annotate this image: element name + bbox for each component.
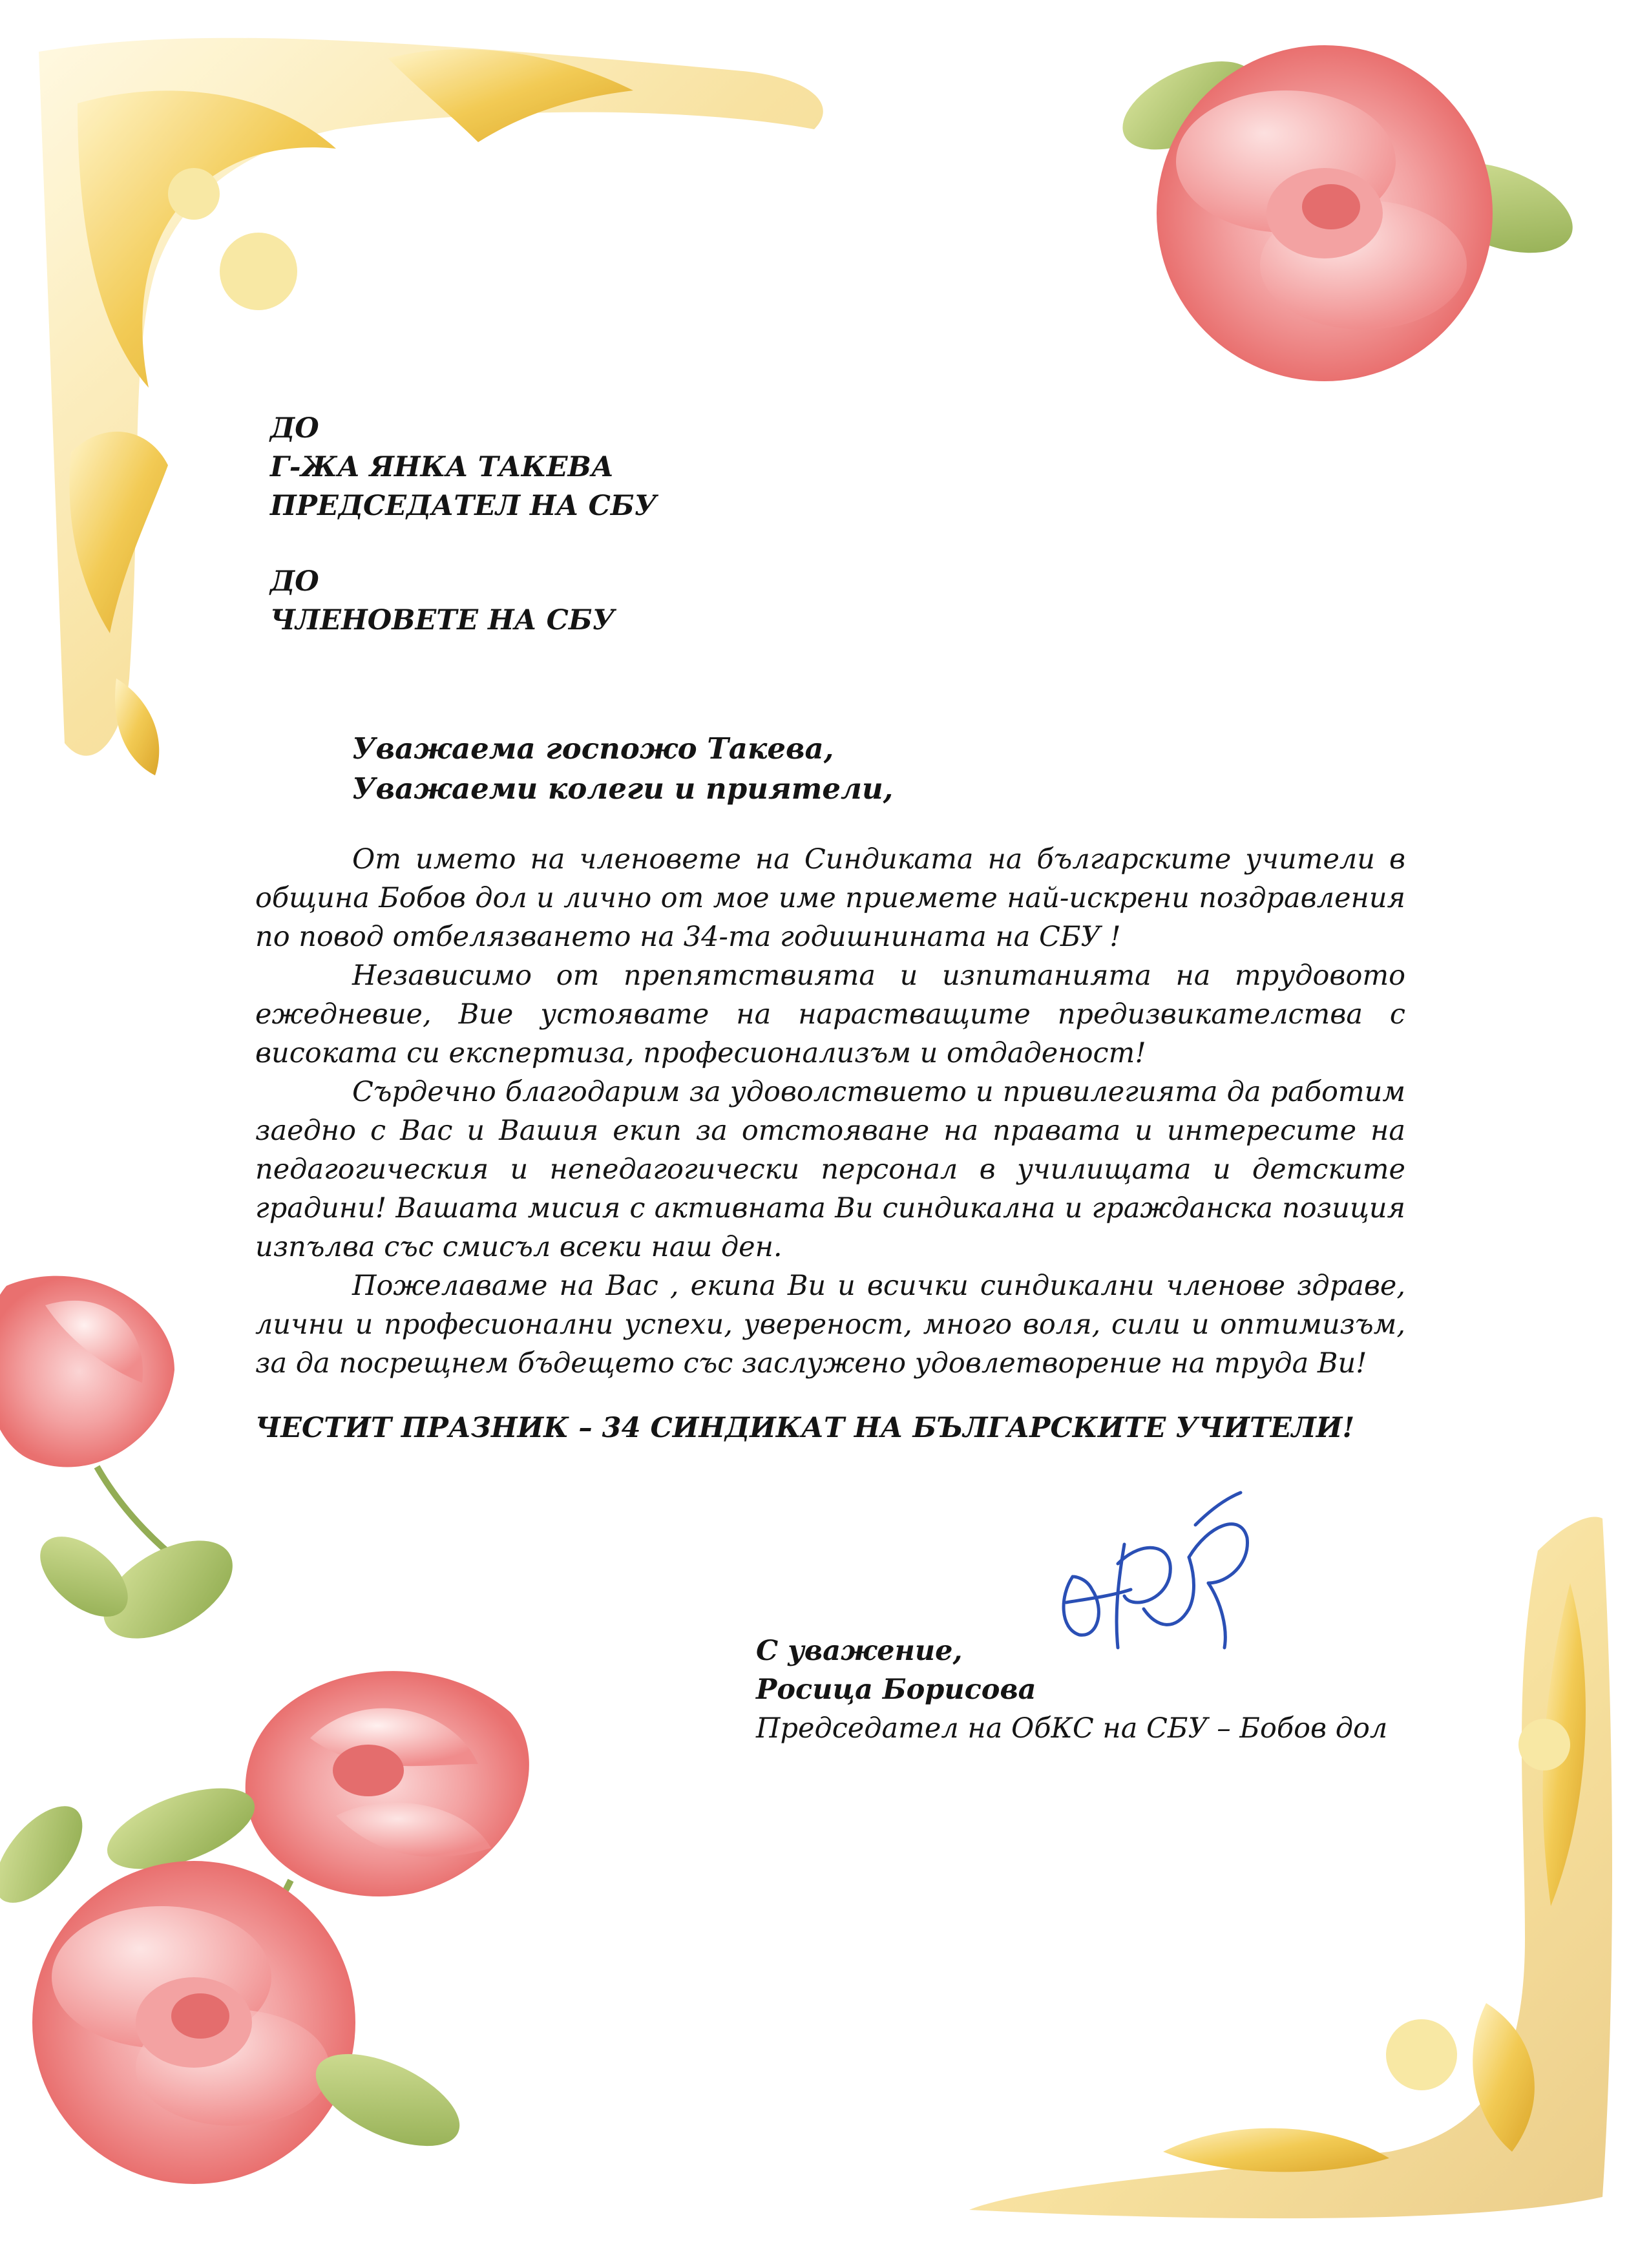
rose-left-middle: [0, 1276, 249, 1659]
letter-body: [255, 840, 1405, 1383]
body-paragraph-2: Независимо от препятствията и изпитанията на трудовото ежедневие, Вие устоявате на нарастващите предизвикателства с високата си експертиза, професионализъм и отдаденост!: [255, 960, 1405, 1069]
rose-top-right: [1109, 43, 1585, 381]
salutation-line-1: Уважаема госпожо Такева,: [352, 731, 834, 766]
body-paragraph-3: Сърдечно благодарим за удоволствието и привилегията да работим заедно с Вас и Вашия екип за отстояване на правата и интересите на педагогическия и непедагогически персонал в училищата и детските градини! Вашата мисия с активната Ви синдикална и гражданска позиция изпълва със смисъл всеки наш ден.: [255, 1076, 1405, 1263]
gold-filigree-top-left: [39, 38, 823, 775]
signoff-regards: С уважение,: [756, 1635, 963, 1667]
signature-icon: [1047, 1486, 1266, 1674]
recipient-line-2: Г-ЖА ЯНКА ТАКЕВА: [270, 451, 614, 483]
closing-slogan: ЧЕСТИТ ПРАЗНИК – 34 СИНДИКАТ НА БЪЛГАРСКИТЕ УЧИТЕЛИ!: [255, 1412, 1355, 1444]
body-paragraph-4: Пожелаваме на Вас , екипа Ви и всички синдикални членове здраве, лични и професионални успехи, увереност, много воля, сили и оптимизъм, за да посрещнем бъдещето със заслужено удовлетворение на труда Ви!: [255, 1270, 1405, 1380]
salutation-line-2: Уважаеми колеги и приятели,: [352, 772, 894, 806]
recipient-line-4: ДО: [270, 565, 319, 598]
recipient-line-5: ЧЛЕНОВЕТЕ НА СБУ: [270, 604, 615, 636]
signoff-role: Председател на ОбКС на СБУ – Бобов дол: [756, 1712, 1388, 1745]
signoff-name: Росица Борисова: [756, 1674, 1036, 1706]
recipient-line-3: ПРЕДСЕДАТЕЛ НА СБУ: [270, 490, 657, 522]
body-paragraph-1: От името на членовете на Синдиката на българските учители в община Бобов дол и лично от мое име приемете най-искрени поздравления по повод отбелязването на 34-та годишнината на СБУ !: [255, 843, 1405, 953]
recipient-line-1: ДО: [270, 412, 319, 445]
